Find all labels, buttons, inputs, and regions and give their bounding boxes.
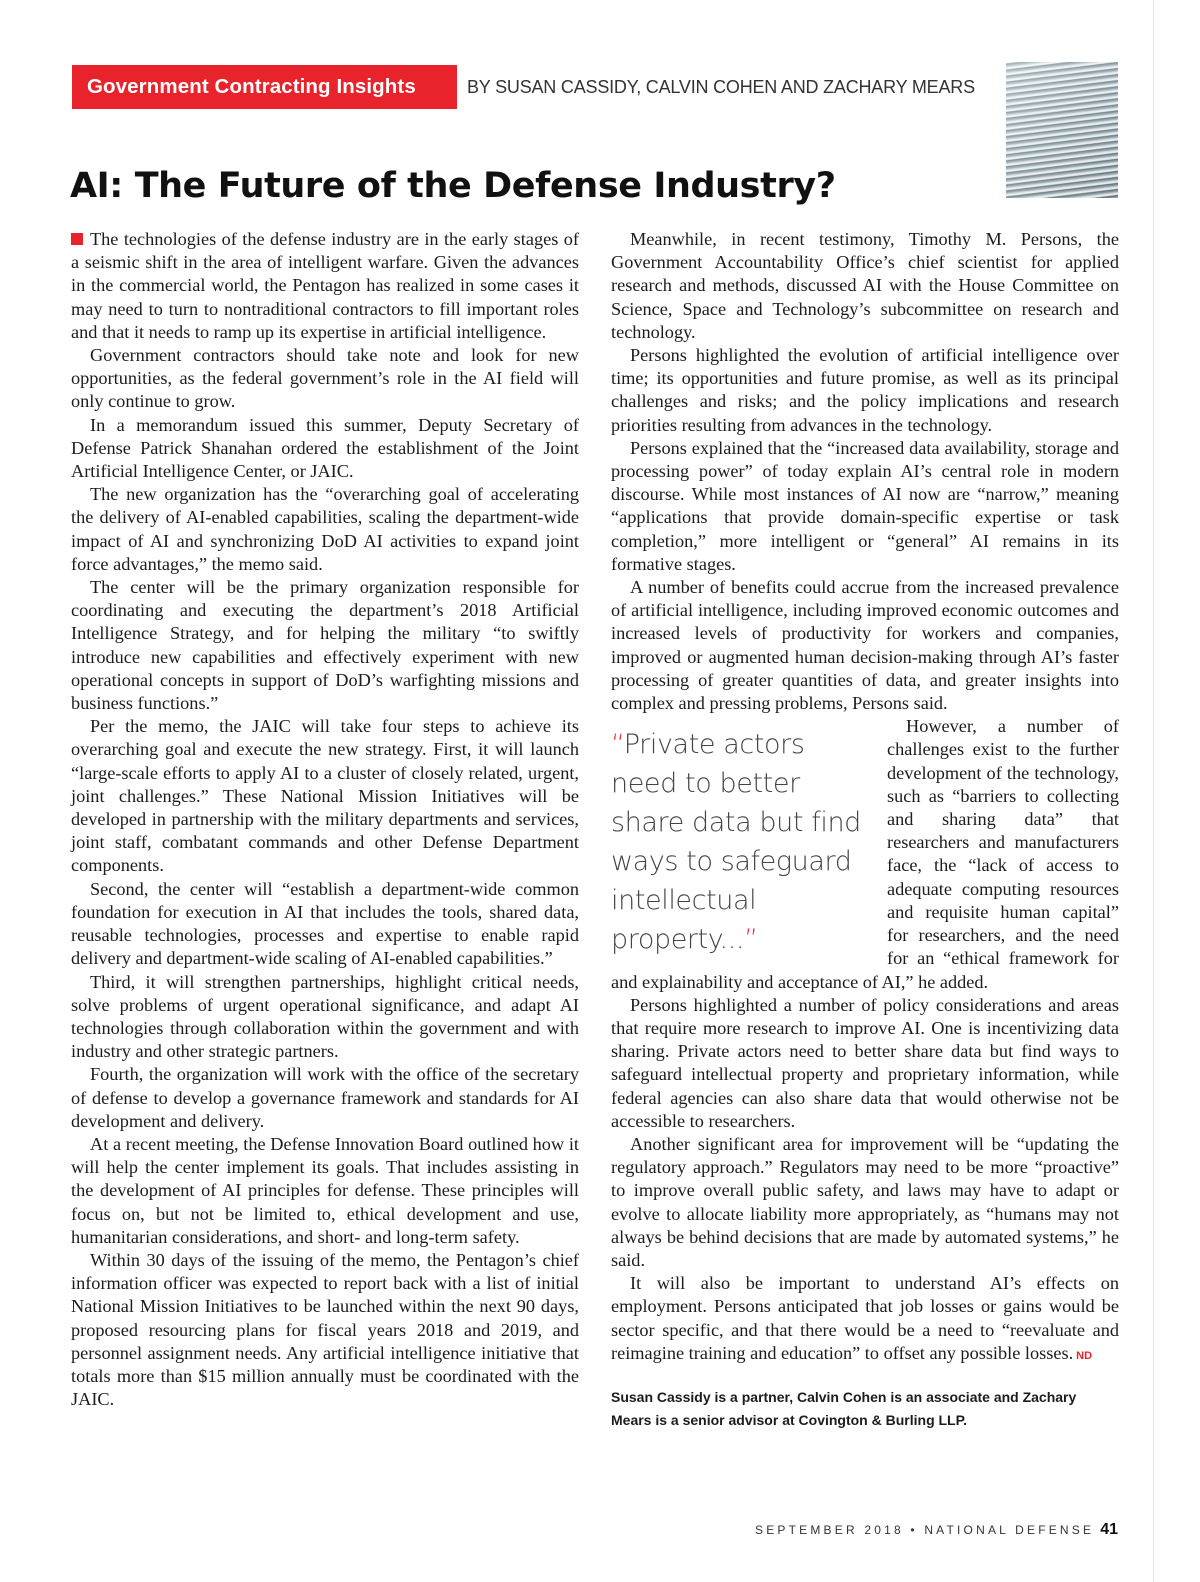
end-mark: ND: [1076, 1349, 1093, 1362]
paragraph: In a memorandum issued this summer, Deputy Secretary of Defense Patrick Shanahan ordered the establishment of the Joint Artificial Intelligence Center, or JAIC.: [71, 414, 579, 482]
paragraph: Another significant area for improvement will be “updating the regulatory approach.” Regulators may need to be more “proactive” to improve overall public safety, and laws may have to adapt or evolve to allocate liability more appropriately, as “humans may not always be behind decisions that are made by automated systems,” he said.: [611, 1133, 1119, 1270]
section-start-square-icon: [71, 233, 83, 245]
paragraph: At a recent meeting, the Defense Innovation Board outlined how it will help the center implement its goals. That includes assisting in the development of AI principles for defense. These principles will focus on, but not be limited to, ethical development and use, humanitarian considerations, and short- and long-term safety.: [71, 1133, 579, 1247]
issue-line: SEPTEMBER 2018 • NATIONAL DEFENSE: [755, 1523, 1095, 1537]
paragraph: The center will be the primary organization responsible for coordinating and executing the department’s 2018 Artificial Intelligence Strategy, and for helping the military “to swiftly introduce new capabilities and effectively experiment with new operational concepts in support of DoD’s warfighting missions and business functions.”: [71, 577, 579, 714]
pull-quote: [611, 725, 873, 959]
paragraph: Per the memo, the JAIC will take four steps to achieve its overarching goal and execute the new strategy. First, it will launch “large-scale efforts to apply AI to a cluster of closely related, urgent, joint challenges.” These National Mission Initiatives will be developed in partnership with the military departments and services, joint staff, combatant commands and other Defense Department components.: [71, 716, 579, 876]
paragraph: Government contractors should take note and look for new opportunities, as the federal government’s role in the AI field will only continue to grow.: [71, 345, 579, 412]
right-column: [611, 228, 1119, 1432]
stacked-papers-image: [1006, 62, 1118, 198]
author-bio: Susan Cassidy is a partner, Calvin Cohen is an associate and Zachary Mears is a senior advisor at Covington & Burling LLP.: [611, 1388, 1077, 1428]
paragraph: Persons explained that the “increased data availability, storage and processing power” of today explain AI’s central role in modern discourse. While most instances of AI now are “narrow,” meaning “applications that provide domain-specific expertise or task completion,” more intelligent or “general” AI remains in its formative stages.: [611, 437, 1119, 574]
page-footer: [755, 1521, 1118, 1539]
page-number: 41: [1100, 1521, 1118, 1538]
paragraph: Meanwhile, in recent testimony, Timothy M. Persons, the Government Accountability Office’s chief scientist for applied research and methods, discussed AI with the House Committee on Science, Space and Technology’s subcommittee on research and technology.: [611, 229, 1119, 342]
paragraph: A number of benefits could accrue from the increased prevalence of artificial intelligence, including improved economic outcomes and increased levels of productivity for workers and companies, improved or augmented human decision-making through AI’s faster processing of greater quantities of data, and greater insights into complex and pressing problems, Persons said.: [611, 577, 1119, 714]
paragraph: Within 30 days of the issuing of the memo, the Pentagon’s chief information officer was expected to report back with a list of initial National Mission Initiatives to be launched within the next 90 days, proposed resourcing plans for fiscal years 2018 and 2019, and personnel assignment needs. Any artificial intelligence initiative that totals more than $15 million annually must be coordinated with the JAIC.: [71, 1249, 579, 1410]
open-quote-mark: “: [611, 729, 624, 761]
left-column: [71, 228, 579, 1411]
paragraph: However, a number of challenges exist to the further development of the technology, such as “barriers to collecting and sharing data” that researchers and manufacturers face, the “lack of access to adequate computing resources and requisite human capital” for researchers, and the need for an “ethical framework for and explainability and acceptance of AI,” he added.: [611, 716, 1119, 992]
close-quote-mark: ”: [744, 924, 758, 956]
byline: BY SUSAN CASSIDY, CALVIN COHEN AND ZACHARY MEARS: [467, 77, 975, 97]
paragraph: Persons highlighted a number of policy considerations and areas that require more research to improve AI. One is incentivizing data sharing. Private actors need to better share data but find ways to safeguard intellectual property and proprietary information, while federal agencies can also share data that would otherwise not be accessible to researchers.: [611, 994, 1119, 1131]
paragraph-text: The technologies of the defense industry are in the early stages of a seismic shift in the area of intelligent warfare. Given the advances in the commercial world, the Pentagon has realized in some cases it may need to turn to nontraditional contractors to fill important roles and that it needs to ramp up its expertise in artificial intelligence.: [71, 229, 579, 342]
paragraph-text: It will also be important to understand AI’s effects on employment. Persons anticipated that job losses or gains would be sector specific, and that there would be a need to “reevaluate and reimagine training and education” to offset any possible losses.: [611, 1273, 1119, 1363]
paragraph: Fourth, the organization will work with the office of the secretary of defense to develop a governance framework and standards for AI development and delivery.: [71, 1064, 579, 1131]
pull-quote-text: Private actors need to better share data but find ways to safeguard intellectual property...: [611, 729, 861, 956]
paragraph: [71, 228, 579, 344]
paragraph: The new organization has the “overarching goal of accelerating the delivery of AI-enabled capabilities, scaling the department-wide impact of AI and synchronizing DoD AI activities to expand joint force advantages,” the memo said.: [71, 484, 579, 574]
paragraph: Third, it will strengthen partnerships, highlight critical needs, solve problems of urgent operational significance, and adapt AI technologies through collaboration within the government and with industry and other strategic partners.: [71, 971, 579, 1062]
section-label: Government Contracting Insights: [72, 65, 457, 109]
page-edge-rule: [1153, 0, 1154, 1582]
paragraph: Persons highlighted the evolution of artificial intelligence over time; its opportunities and future promise, as well as its principal challenges and risks; and the policy implications and research priorities resulting from advances in the technology.: [611, 345, 1119, 435]
paragraph: [611, 1272, 1119, 1368]
paragraph: Second, the center will “establish a department-wide common foundation for execution in AI that includes the tools, shared data, reusable technologies, processes and expertise to enable rapid delivery and department-wide scaling of AI-enabled capabilities.”: [71, 878, 579, 969]
article-title: AI: The Future of the Defense Industry?: [70, 166, 836, 206]
